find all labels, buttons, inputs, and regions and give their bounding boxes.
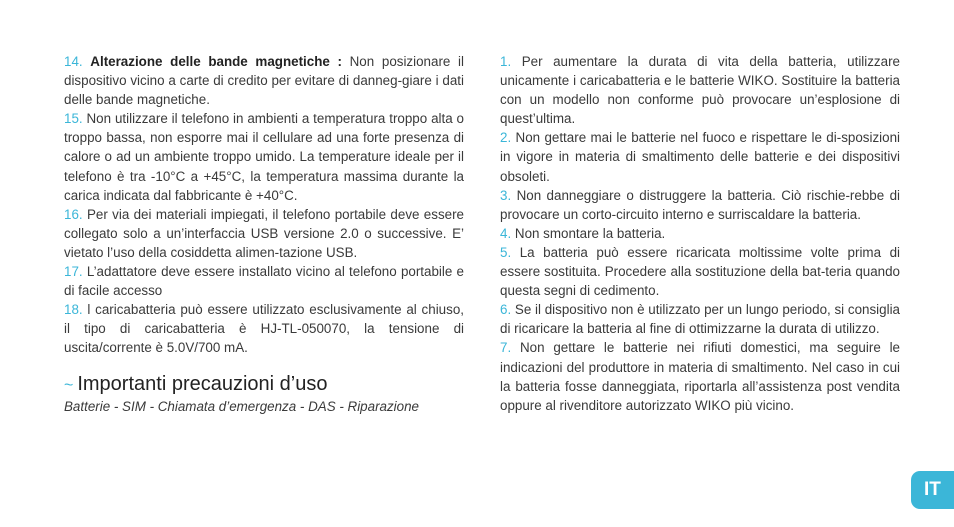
item-14: 14. Alterazione delle bande magnetiche : Non posizionare il dispositivo vicino a carte di credito per evitare di danneg-giare i dati delle bande magnetiche. <box>64 54 464 108</box>
item-16: 16. Per via dei materiali impiegati, il telefono portabile deve essere collegato solo a un’interfaccia USB versione 2.0 o successive. E’ vietato l’uso della cosiddetta alimen-tazione USB. <box>64 206 464 260</box>
item-1: 1. Per aumentare la durata di vita della batteria, utilizzare unicamente i caricabatteria e le batterie WIKO. Sostituire la batteria con un modello non conforme può provocare un’esplosione di quest’ultima. <box>500 54 900 127</box>
item-15: 15. Non utilizzare il telefono in ambienti a temperatura troppo alta o troppo bassa, non esporre mai il cellulare ad una forte presenza di calore o ad un ambiente troppo umido. La temperature ideale per il telefono è tra -10°C a +45°C, la temperatura massima durante la carica indicata dal fabbricante è +40°C. <box>64 111 464 203</box>
right-column <box>500 52 900 415</box>
item-4: 4. Non smontare la batteria. <box>500 225 666 241</box>
item-7: 7. Non gettare le batterie nei rifiuti domestici, ma seguire le indicazioni del produttore in materia di smaltimento. Nel caso in cui la batteria fosse danneggiata, riportarla all’assistenza post vendita oppure al rivenditore autorizzato WIKO più vicino. <box>500 340 900 413</box>
section-subtitle: Batterie - SIM - Chiamata d’emergenza - DAS - Riparazione <box>64 398 419 414</box>
item-18: 18. l caricabatteria può essere utilizzato esclusivamente al chiuso, il tipo di caricabatteria è HJ-TL-050070, la tensione di uscita/corrente è 5.0V/700 mA. <box>64 302 464 356</box>
item-5: 5. La batteria può essere ricaricata moltissime volte prima di essere sostituita. Procedere alla sostituzione della bat-teria quando questa segni di cedimento. <box>500 244 900 299</box>
item-17: 17. L’adattatore deve essere installato vicino al telefono portabile e di facile accesso <box>64 264 464 299</box>
item-6: 6. Se il dispositivo non è utilizzato per un lungo periodo, si consiglia di ricaricare la batteria al fine di ottimizzarne la durata di utilizzo. <box>500 302 900 337</box>
item-3: 3. Non danneggiare o distruggere la batteria. Ciò rischie-rebbe di provocare un corto-circuito interno e surriscaldare la batteria. <box>500 187 900 222</box>
tilde-icon: ~ <box>64 376 74 394</box>
item-2: 2. Non gettare mai le batterie nel fuoco e rispettare le di-sposizioni in vigore in materia di smaltimento delle batterie e dei dispositivi obsoleti. <box>500 130 900 184</box>
section-header <box>64 372 464 416</box>
left-column <box>64 52 464 416</box>
section-title: ~ Importanti precauzioni d’uso <box>64 372 328 395</box>
language-tab[interactable]: IT <box>911 471 954 509</box>
